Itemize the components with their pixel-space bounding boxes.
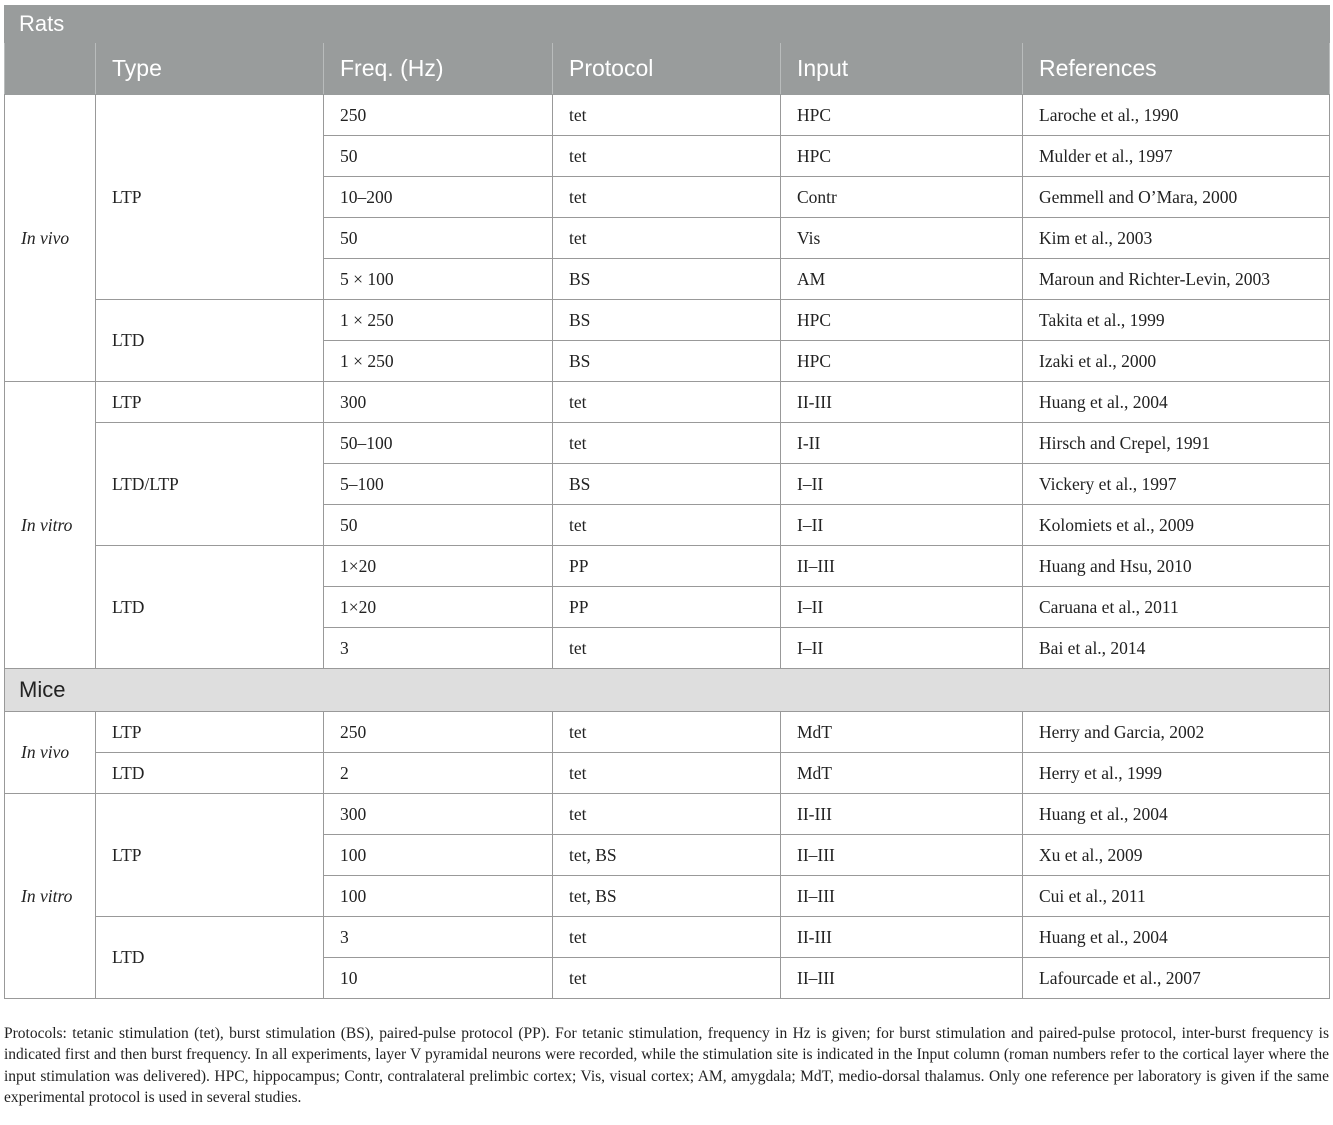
input-cell: II–III xyxy=(781,546,1023,587)
species-label-rats: Rats xyxy=(5,6,1330,43)
plasticity-cell: LTP xyxy=(96,794,324,917)
reference-link[interactable]: Huang et al., 2004 xyxy=(1023,917,1330,958)
reference-link[interactable]: Kolomiets et al., 2009 xyxy=(1023,505,1330,546)
protocol-cell: tet xyxy=(553,177,781,218)
header-references: References xyxy=(1023,43,1330,95)
freq-cell: 10–200 xyxy=(324,177,553,218)
plasticity-cell: LTP xyxy=(96,712,324,753)
reference-link[interactable]: Mulder et al., 1997 xyxy=(1023,136,1330,177)
input-cell: II-III xyxy=(781,382,1023,423)
input-cell: MdT xyxy=(781,712,1023,753)
protocol-cell: tet xyxy=(553,753,781,794)
freq-cell: 3 xyxy=(324,628,553,669)
input-cell: HPC xyxy=(781,300,1023,341)
freq-cell: 1 × 250 xyxy=(324,300,553,341)
preparation-cell: In vitro xyxy=(5,794,96,999)
protocol-cell: tet, BS xyxy=(553,835,781,876)
protocol-cell: tet xyxy=(553,628,781,669)
freq-cell: 50 xyxy=(324,218,553,259)
input-cell: I–II xyxy=(781,464,1023,505)
reference-link[interactable]: Izaki et al., 2000 xyxy=(1023,341,1330,382)
input-cell: I–II xyxy=(781,505,1023,546)
table-row xyxy=(5,753,1330,794)
reference-link[interactable]: Herry and Garcia, 2002 xyxy=(1023,712,1330,753)
reference-link[interactable]: Bai et al., 2014 xyxy=(1023,628,1330,669)
preparation-cell: In vitro xyxy=(5,382,96,669)
reference-link[interactable]: Huang and Hsu, 2010 xyxy=(1023,546,1330,587)
input-cell: II–III xyxy=(781,835,1023,876)
table-row xyxy=(5,95,1330,136)
table-row xyxy=(5,382,1330,423)
reference-link[interactable]: Kim et al., 2003 xyxy=(1023,218,1330,259)
plasticity-cell: LTD xyxy=(96,546,324,669)
protocol-cell: BS xyxy=(553,259,781,300)
species-band-rats xyxy=(5,6,1330,43)
plasticity-cell: LTD xyxy=(96,753,324,794)
plasticity-cell: LTD/LTP xyxy=(96,423,324,546)
protocol-cell: tet, BS xyxy=(553,876,781,917)
reference-link[interactable]: Vickery et al., 1997 xyxy=(1023,464,1330,505)
input-cell: II-III xyxy=(781,794,1023,835)
protocol-cell: BS xyxy=(553,464,781,505)
table-row xyxy=(5,300,1330,341)
preparation-cell: In vivo xyxy=(5,712,96,794)
protocol-cell: tet xyxy=(553,505,781,546)
input-cell: II–III xyxy=(781,876,1023,917)
freq-cell: 100 xyxy=(324,835,553,876)
protocol-cell: tet xyxy=(553,712,781,753)
input-cell: HPC xyxy=(781,95,1023,136)
input-cell: I-II xyxy=(781,423,1023,464)
protocol-cell: BS xyxy=(553,300,781,341)
species-band-mice xyxy=(5,669,1330,712)
species-label-mice: Mice xyxy=(5,669,1330,712)
protocol-cell: BS xyxy=(553,341,781,382)
protocol-cell: tet xyxy=(553,794,781,835)
table-footnote: Protocols: tetanic stimulation (tet), burst stimulation (BS), paired-pulse protocol (PP). For tetanic stimulation, frequency in Hz is given; for burst stimulation and paired-pulse protocol, inter-burst frequency is indicated first and then burst frequency. In all experiments, layer V pyramidal neurons were recorded, while the stimulation site is indicated in the Input column (roman numbers refer to the cortical layer where the input stimulation was delivered). HPC, hippocampus; Contr, contralateral prelimbic cortex; Vis, visual cortex; AM, amygdala; MdT, medio-dorsal thalamus. Only one reference per laboratory is given if the same experimental protocol is used in several studies. xyxy=(4,1025,1329,1106)
freq-cell: 50 xyxy=(324,136,553,177)
freq-cell: 300 xyxy=(324,794,553,835)
freq-cell: 10 xyxy=(324,958,553,999)
plasticity-cell: LTP xyxy=(96,95,324,300)
table-row xyxy=(5,712,1330,753)
input-cell: HPC xyxy=(781,136,1023,177)
freq-cell: 1×20 xyxy=(324,546,553,587)
input-cell: HPC xyxy=(781,341,1023,382)
protocol-cell: tet xyxy=(553,423,781,464)
table-row xyxy=(5,423,1330,464)
table-row xyxy=(5,917,1330,958)
input-cell: II-III xyxy=(781,917,1023,958)
reference-link[interactable]: Hirsch and Crepel, 1991 xyxy=(1023,423,1330,464)
header-row xyxy=(5,43,1330,95)
freq-cell: 250 xyxy=(324,95,553,136)
freq-cell: 50 xyxy=(324,505,553,546)
input-cell: Vis xyxy=(781,218,1023,259)
freq-cell: 300 xyxy=(324,382,553,423)
protocol-cell: tet xyxy=(553,95,781,136)
plasticity-cell: LTD xyxy=(96,917,324,999)
protocol-cell: tet xyxy=(553,382,781,423)
reference-link[interactable]: Maroun and Richter-Levin, 2003 xyxy=(1023,259,1330,300)
reference-link[interactable]: Takita et al., 1999 xyxy=(1023,300,1330,341)
freq-cell: 5–100 xyxy=(324,464,553,505)
reference-link[interactable]: Huang et al., 2004 xyxy=(1023,794,1330,835)
header-preparation xyxy=(5,43,96,95)
table-row xyxy=(5,546,1330,587)
table-row xyxy=(5,794,1330,835)
reference-link[interactable]: Lafourcade et al., 2007 xyxy=(1023,958,1330,999)
reference-link[interactable]: Gemmell and O’Mara, 2000 xyxy=(1023,177,1330,218)
header-freq: Freq. (Hz) xyxy=(324,43,553,95)
reference-link[interactable]: Xu et al., 2009 xyxy=(1023,835,1330,876)
preparation-cell: In vivo xyxy=(5,95,96,382)
input-cell: MdT xyxy=(781,753,1023,794)
header-input: Input xyxy=(781,43,1023,95)
reference-link[interactable]: Huang et al., 2004 xyxy=(1023,382,1330,423)
protocol-cell: tet xyxy=(553,136,781,177)
freq-cell: 2 xyxy=(324,753,553,794)
freq-cell: 100 xyxy=(324,876,553,917)
reference-link[interactable]: Herry et al., 1999 xyxy=(1023,753,1330,794)
input-cell: I–II xyxy=(781,628,1023,669)
input-cell: AM xyxy=(781,259,1023,300)
input-cell: Contr xyxy=(781,177,1023,218)
protocol-cell: tet xyxy=(553,218,781,259)
protocol-cell: PP xyxy=(553,546,781,587)
reference-link[interactable]: Laroche et al., 1990 xyxy=(1023,95,1330,136)
freq-cell: 250 xyxy=(324,712,553,753)
freq-cell: 1×20 xyxy=(324,587,553,628)
reference-link[interactable]: Caruana et al., 2011 xyxy=(1023,587,1330,628)
header-type: Type xyxy=(96,43,324,95)
protocol-cell: tet xyxy=(553,958,781,999)
protocol-cell: tet xyxy=(553,917,781,958)
protocol-table xyxy=(4,5,1330,999)
input-cell: II–III xyxy=(781,958,1023,999)
protocol-cell: PP xyxy=(553,587,781,628)
plasticity-cell: LTD xyxy=(96,300,324,382)
header-protocol: Protocol xyxy=(553,43,781,95)
freq-cell: 5 × 100 xyxy=(324,259,553,300)
freq-cell: 1 × 250 xyxy=(324,341,553,382)
freq-cell: 3 xyxy=(324,917,553,958)
freq-cell: 50–100 xyxy=(324,423,553,464)
reference-link[interactable]: Cui et al., 2011 xyxy=(1023,876,1330,917)
input-cell: I–II xyxy=(781,587,1023,628)
plasticity-cell: LTP xyxy=(96,382,324,423)
